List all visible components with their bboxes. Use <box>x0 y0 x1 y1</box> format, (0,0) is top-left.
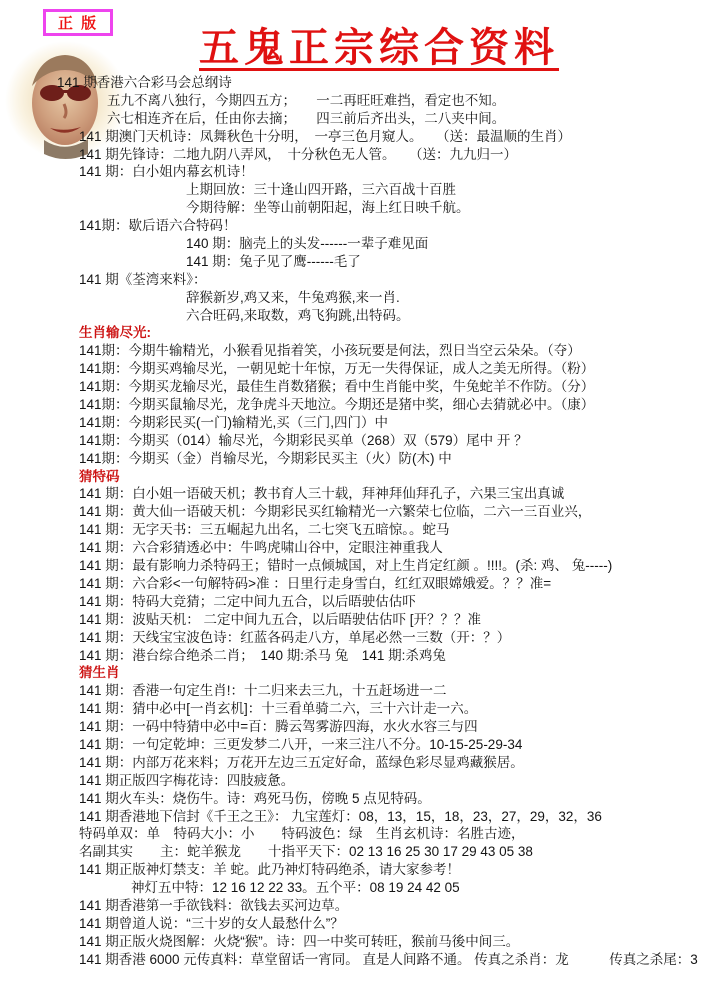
text-line: 141期：今期买（014）输尽光，今期彩民买单（268）双（579）尾中 开 ？ <box>79 432 528 448</box>
text-line: 辞猴新岁,鸡又来，牛兔鸡猴,来一肖. <box>186 289 400 305</box>
text-line: 141 期：港台综合绝杀二肖； 140 期:杀马 兔 141 期:杀鸡兔 <box>79 647 446 663</box>
text-line: 141 期澳门天机诗：凤舞秋色十分明， 一亭三色月窥人。 （送：最温顺的生肖） <box>79 128 572 144</box>
text-line: 141期：今期买鸡输尽光，一朝见蛇十年惊，万无一失得保证，成人之美无所得。（粉） <box>79 361 595 377</box>
text-line: 141 期香港地下信封《千王之王》： 九宝莲灯：08，13，15，18，23，27，29，32，36 <box>79 808 602 824</box>
text-line: 141期：今期牛输精光，小猴看见指着笑，小孩玩要是何法，烈日当空云朵朵。（夺） <box>79 343 581 359</box>
text-line: 六七相连齐在后，任由你去摘； 四三前后齐出头，二八夹中间。 <box>107 110 506 126</box>
text-line: 140 期：脑壳上的头发------一辈子难见面 <box>186 236 429 252</box>
text-line: 上期回放：三十逢山四开路，三六百战十百胜 <box>186 182 456 198</box>
text-line: 141期：今期买（金）肖输尽光，今期彩民买主（火）防(木) 中 <box>79 450 452 466</box>
text-line: 141 期：无字天书：三五崛起九出名，二七突飞五暗惊。。蛇马 <box>79 522 450 538</box>
text-line: 141期：今期买鼠输尽光，龙争虎斗天地泣。今期还是猪中奖，细心去猜就必中。（康） <box>79 397 595 413</box>
text-line: 141 期：香港一句定生肖!：十二归来去三九，十五赶场进一二 <box>79 683 447 699</box>
text-line: 特码单双：单 特码大小：小 特码波色：绿 生肖玄机诗：名胜古迹， <box>79 826 525 842</box>
text-line: 141 期：白小姐内幕玄机诗！ <box>79 164 254 180</box>
content-lines <box>0 74 724 969</box>
section-header: 猜生肖 <box>79 665 120 681</box>
text-line: 141 期：最有影响力杀特码王；错时一点倾城国，对上生肖定红颜 。!!!!。(杀: 鸡、 兔-----) <box>79 558 613 574</box>
text-line: 141期：今期彩民买(一门)输精光,买（三门,四门）中 <box>79 414 389 430</box>
text-line: 141 期：波贴天机： 二定中间九五合，以后晤驶估估吓 [开？？？准 <box>79 611 482 627</box>
text-line: 141 期正版火烧图解：火烧“猴”。诗：四一中奖可转旺，猴前马後中间三。 <box>79 933 520 949</box>
text-line: 141 期：天线宝宝波色诗：红蓝各码走八方，单尾必然一三数（开：？） <box>79 629 511 645</box>
text-line: 141 期火车头：烧伤牛。诗：鸡死马伤，傍晚 5 点见特码。 <box>79 790 431 806</box>
text-line: 141 期：白小姐一语破天机；教书育人三十载，拜神拜仙拜孔子，六果三宝出真诚 <box>79 486 565 502</box>
text-line: 五九不离八独行，今期四五方； 一二再旺旺难挡，看定也不知。 <box>107 92 506 108</box>
text-line: 141 期：兔子见了鹰------毛了 <box>186 253 361 269</box>
text-line: 141 期香港 6000 元传真料：草堂留话一宵同。 直是人间路不通。 传真之杀肖：龙 传真之杀尾：3 <box>79 951 698 967</box>
text-line: 141 期《荃湾来料》： <box>79 271 207 287</box>
text-line: 141 期：特码大竞猜；二定中间九五合，以后晤驶估估吓 <box>79 593 416 609</box>
text-line: 141期：歇后语六合特码！ <box>79 218 237 234</box>
page-title: 五鬼正宗综合资料 <box>199 25 559 70</box>
text-line: 今期待解：坐等山前朝阳起，海上红日映千航。 <box>186 200 470 216</box>
text-line: 六合旺码,来取数，鸡飞狗跳,出特码。 <box>186 307 410 323</box>
genuine-stamp <box>43 9 113 36</box>
text-line: 141 期香港六合彩马会总纲诗 <box>57 75 232 90</box>
text-line: 141 期：一码中特猜中必中=百：腾云驾雾游四海，水火水容三与四 <box>79 719 478 735</box>
section-header: 生肖输尽光: <box>79 325 151 341</box>
text-line: 141 期：内部万花来料；万花开左边三五定好命，蓝绿色彩尽显鸡藏猴居。 <box>79 754 524 770</box>
text-line: 141 期曾道人说：“三十岁的女人最愁什么”？ <box>79 915 344 931</box>
text-line: 141 期先锋诗：二地九阴八弄风， 十分秋色无人管。 （送：九九归一） <box>79 146 518 162</box>
text-line: 141 期香港第一手欲钱料：欲钱去买河边草。 <box>79 897 349 913</box>
text-line: 141 期正版神灯禁支：羊 蛇。此乃神灯特码绝杀，请大家参考！ <box>79 862 461 878</box>
text-line: 141 期：六合彩猜透必中：牛鸣虎啸山谷中，定眼注神重我人 <box>79 540 443 556</box>
text-line: 141 期：黄大仙一语破天机：今期彩民买红输精光一六繁荣七位临，二六一三百业兴， <box>79 504 592 520</box>
section-header: 猜特码 <box>79 468 120 484</box>
genuine-stamp-label: 正 版 <box>57 15 99 32</box>
text-line: 141 期正版四字梅花诗：四肢疲惫。 <box>79 772 295 788</box>
text-line: 神灯五中特：12 16 12 22 33。五个平：08 19 24 42 05 <box>131 880 460 896</box>
text-line: 141 期：六合彩<一句解特码>准 ：日里行走身雪白，红红双眼嫦娥爱。？？准= <box>79 575 552 591</box>
text-line: 名副其实 主：蛇羊猴龙 十指平天下：02 13 16 25 30 17 29 43 05 38 <box>79 844 533 860</box>
text-line: 141 期：一句定乾坤：三更发梦二八开，一来三注八不分。10-15-25-29-34 <box>79 736 523 752</box>
text-line: 141期：今期买龙输尽光，最佳生肖数猪猴；看中生肖能中奖，牛兔蛇羊不作防。（分） <box>79 379 595 395</box>
text-line: 141 期：猜中必中[一肖玄机]：十三看单骑二六，三十六计走一六。 <box>79 701 478 717</box>
